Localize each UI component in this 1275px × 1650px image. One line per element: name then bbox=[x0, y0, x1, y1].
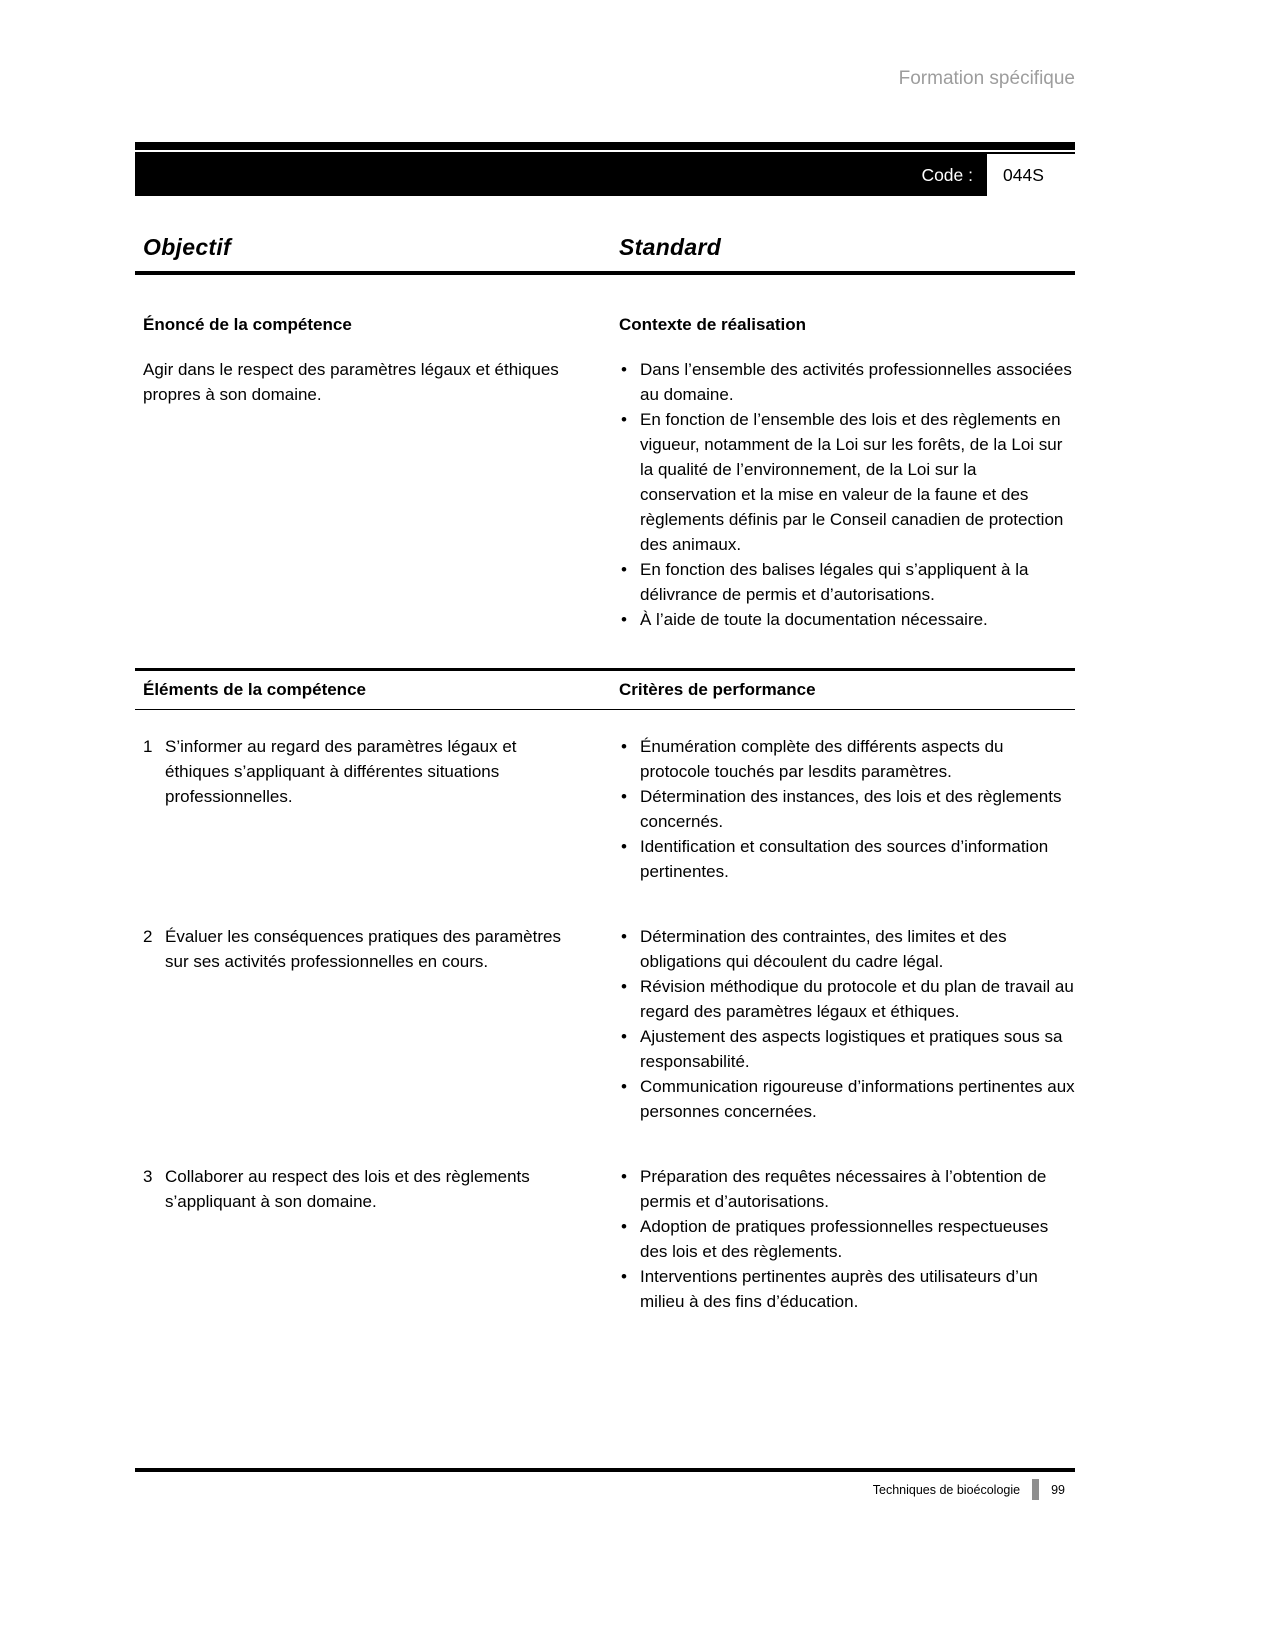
page-number: 99 bbox=[1051, 1482, 1065, 1497]
footer-program-name: Techniques de bioécologie bbox=[872, 1482, 1021, 1497]
criteria-list bbox=[619, 1164, 1075, 1314]
element-text: S’informer au regard des paramètres légaux et éthiques s’appliquant à différentes situations professionnelles. bbox=[165, 737, 517, 806]
list-item: • Révision méthodique du protocole et du plan de travail au regard des paramètres légaux et éthiques. bbox=[619, 974, 1075, 1024]
list-item: • Dans l’ensemble des activités professionnelles associées au domaine. bbox=[619, 357, 1075, 407]
competence-headings bbox=[135, 668, 1075, 710]
section-subheadings bbox=[135, 315, 1075, 335]
code-value: 044S bbox=[987, 154, 1075, 196]
element-item bbox=[135, 924, 619, 1124]
column-headings bbox=[135, 234, 1075, 275]
elements-heading: Éléments de la compétence bbox=[143, 680, 366, 699]
list-item: • Préparation des requêtes nécessaires à l’obtention de permis et d’autorisations. bbox=[619, 1164, 1075, 1214]
objectif-title: Objectif bbox=[143, 234, 232, 260]
enonce-text: Agir dans le respect des paramètres légaux et éthiques propres à son domaine. bbox=[143, 360, 559, 404]
list-item: • Détermination des contraintes, des limites et des obligations qui découlent du cadre légal. bbox=[619, 924, 1075, 974]
list-item: • Énumération complète des différents aspects du protocole touchés par lesdits paramètres. bbox=[619, 734, 1075, 784]
intro-row bbox=[135, 357, 1075, 632]
criteres-heading: Critères de performance bbox=[619, 680, 816, 699]
page-footer bbox=[135, 1468, 1075, 1500]
list-item: • À l’aide de toute la documentation nécessaire. bbox=[619, 607, 1075, 632]
list-item: • Identification et consultation des sources d’information pertinentes. bbox=[619, 834, 1075, 884]
element-number: 3 bbox=[143, 1167, 153, 1186]
element-number: 2 bbox=[143, 927, 153, 946]
competence-row bbox=[135, 1164, 1075, 1314]
enonce-heading: Énoncé de la compétence bbox=[143, 315, 352, 334]
footer-separator-bar bbox=[1032, 1479, 1039, 1500]
list-item: • Détermination des instances, des lois et des règlements concernés. bbox=[619, 784, 1075, 834]
list-item: • Adoption de pratiques professionnelles respectueuses des lois et des règlements. bbox=[619, 1214, 1075, 1264]
element-number: 1 bbox=[143, 737, 153, 756]
code-bar bbox=[135, 142, 1075, 196]
contexte-heading: Contexte de réalisation bbox=[619, 315, 807, 334]
list-item: • En fonction des balises légales qui s’appliquent à la délivrance de permis et d’autorisations. bbox=[619, 557, 1075, 607]
competence-row bbox=[135, 924, 1075, 1124]
list-item: • Communication rigoureuse d’informations pertinentes aux personnes concernées. bbox=[619, 1074, 1075, 1124]
running-head: Formation spécifique bbox=[898, 68, 1075, 89]
footer-line bbox=[135, 1472, 1075, 1500]
competence-row bbox=[135, 734, 1075, 884]
element-item bbox=[135, 734, 619, 884]
element-text: Évaluer les conséquences pratiques des paramètres sur ses activités professionnelles en cours. bbox=[165, 927, 561, 971]
contexte-list bbox=[619, 357, 1075, 632]
standard-title: Standard bbox=[619, 234, 722, 260]
criteria-list bbox=[619, 924, 1075, 1124]
element-text: Collaborer au respect des lois et des règlements s’appliquant à son domaine. bbox=[165, 1167, 530, 1211]
main-content bbox=[135, 234, 1075, 1314]
divider bbox=[135, 150, 1075, 152]
element-item bbox=[135, 1164, 619, 1314]
list-item: • En fonction de l’ensemble des lois et des règlements en vigueur, notamment de la Loi sur les forêts, de la Loi sur la qualité de l’environnement, de la Loi sur la conservation et la mise en valeur de la faune et des règlements définis par le Conseil canadien de protection des animaux. bbox=[619, 407, 1075, 557]
list-item: • Interventions pertinentes auprès des utilisateurs d’un milieu à des fins d’éducation. bbox=[619, 1264, 1075, 1314]
code-label: Code : bbox=[921, 164, 973, 185]
criteria-list bbox=[619, 734, 1075, 884]
list-item: • Ajustement des aspects logistiques et pratiques sous sa responsabilité. bbox=[619, 1024, 1075, 1074]
